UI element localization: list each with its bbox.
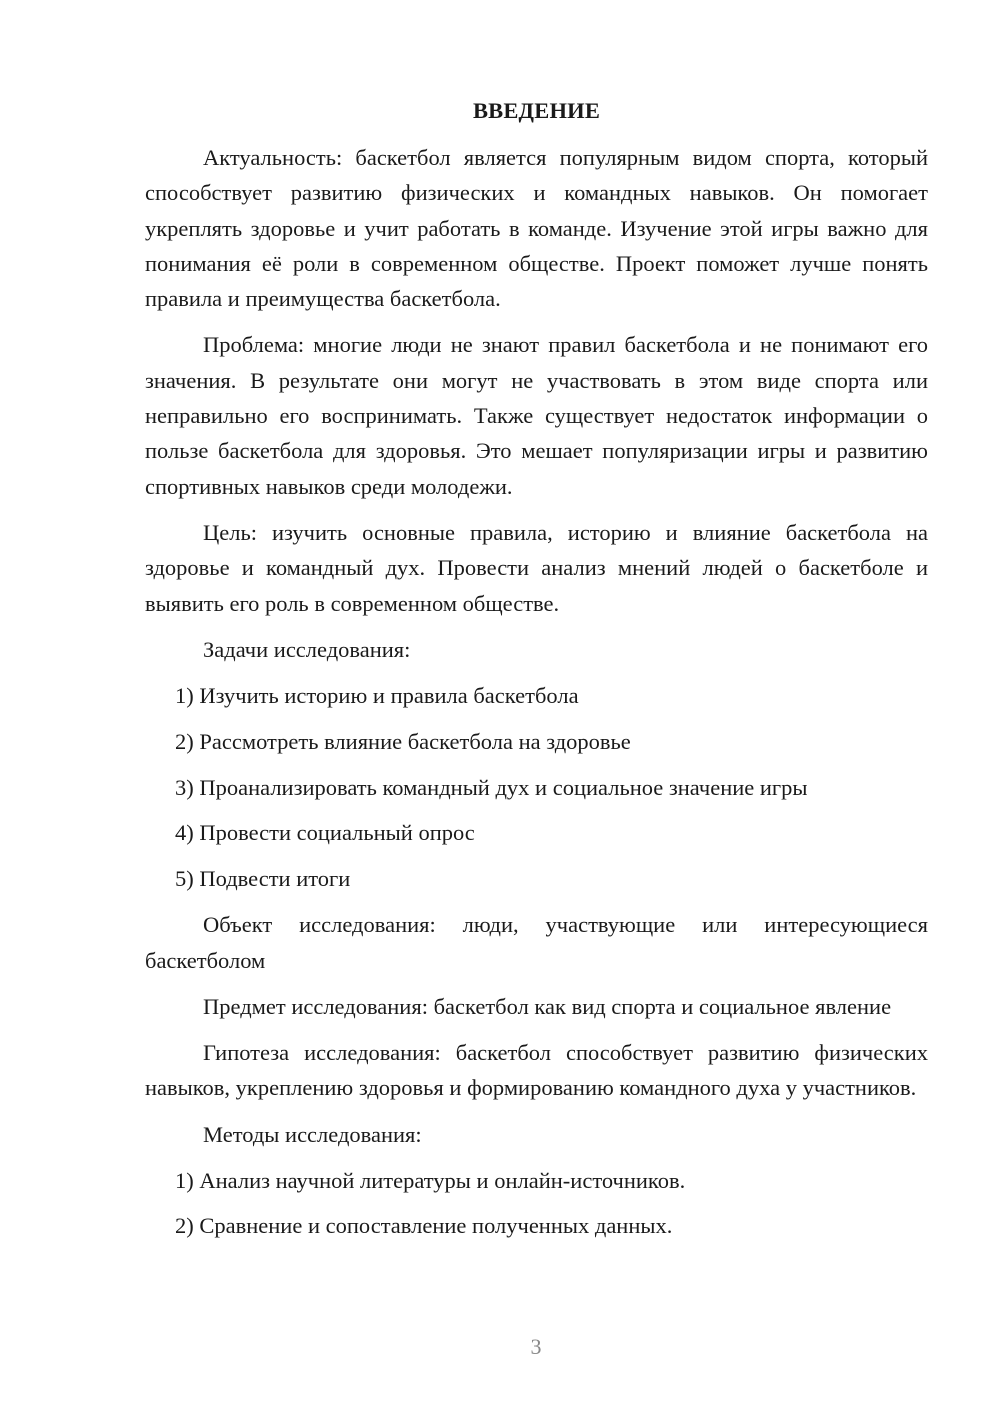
relevance-paragraph: Актуальность: баскетбол является популярным видом спорта, который способствует развитию физических и командных навыков. Он помогает укреплять здоровье и учит работать в команде. Изучение этой игры важно для понимания её роли в современном обществе. Проект поможет лучше понять правила и преимущества баскетбола. <box>145 145 928 312</box>
list-item: 1) Анализ научной литературы и онлайн-источников. <box>175 1167 686 1193</box>
list-item: 3) Проанализировать командный дух и социальное значение игры <box>175 774 808 800</box>
page-number: 3 <box>530 1334 542 1359</box>
list-item: 5) Подвести итоги <box>175 866 351 892</box>
hypothesis-paragraph: Гипотеза исследования: баскетбол способствует развитию физических навыков, укреплению здоровья и формированию командного духа у участников. <box>145 1040 928 1101</box>
list-item: 2) Сравнение и сопоставление полученных данных. <box>175 1213 673 1239</box>
document-body <box>145 96 928 1254</box>
tasks-list <box>145 678 928 897</box>
list-item: 4) Провести социальный опрос <box>175 820 475 846</box>
page-title: ВВЕДЕНИЕ <box>472 98 601 123</box>
tasks-heading: Задачи исследования: <box>203 636 411 662</box>
subject-paragraph: Предмет исследования: баскетбол как вид спорта и социальное явление <box>203 993 892 1019</box>
object-paragraph: Объект исследования: люди, участвующие или интересующиеся баскетболом <box>145 912 928 973</box>
goal-paragraph: Цель: изучить основные правила, историю и влияние баскетбола на здоровье и командный дух. Провести анализ мнений людей о баскетболе и выявить его роль в современном обществе. <box>145 519 928 616</box>
list-item: 2) Рассмотреть влияние баскетбола на здоровье <box>175 728 631 754</box>
methods-list <box>145 1163 928 1244</box>
methods-heading: Методы исследования: <box>203 1121 422 1147</box>
list-item: 1) Изучить историю и правила баскетбола <box>175 682 579 708</box>
problem-paragraph: Проблема: многие люди не знают правил баскетбола и не понимают его значения. В результате они могут не участвовать в этом виде спорта или неправильно его воспринимать. Также существует недостаток информации о пользе баскетбола для здоровья. Это мешает популяризации игры и развитию спортивных навыков среди молодежи. <box>145 332 928 499</box>
